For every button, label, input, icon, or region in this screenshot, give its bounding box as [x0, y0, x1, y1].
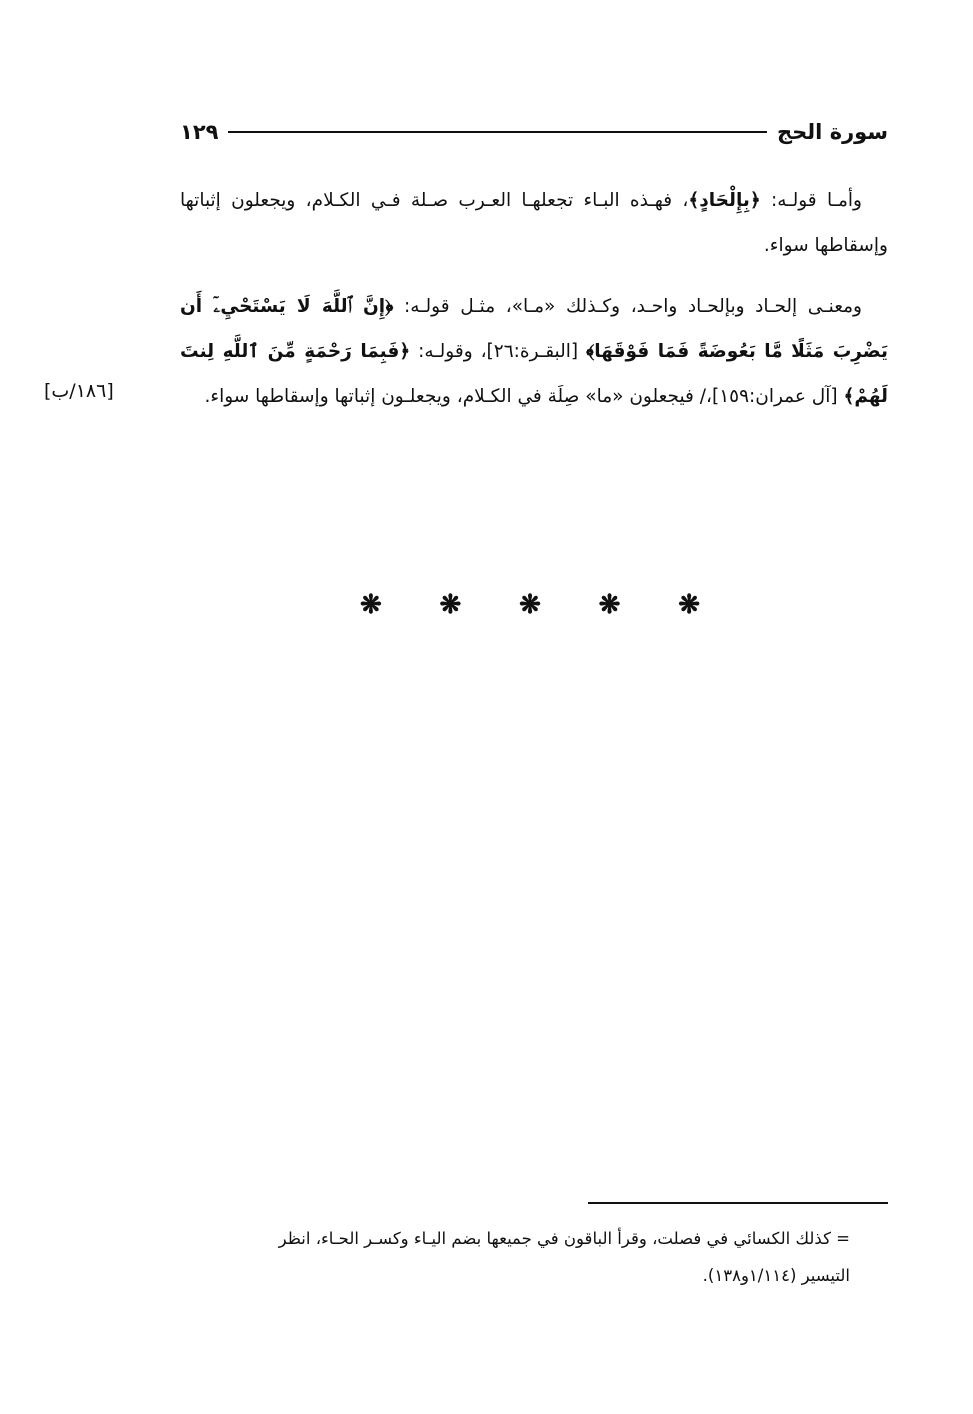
separator-star-icon: ❋	[598, 590, 621, 620]
header-rule	[228, 131, 767, 133]
p2-intro: ومعنـى إلحـاد وبإلحـاد واحـد، وكـذلك «مـا»، مثـل قولـه:	[393, 296, 862, 317]
page-header	[180, 112, 888, 152]
separator-star-icon: ❋	[439, 590, 462, 620]
footnote-line-2: التيسير (١/١١٤و١٣٨).	[702, 1266, 850, 1285]
manuscript-folio-reference: [١٨٦/ب]	[44, 380, 114, 402]
main-text	[180, 178, 888, 419]
surah-title: سورة الحج	[777, 120, 888, 144]
page-number: ١٢٩	[180, 120, 219, 144]
paragraph-1	[180, 178, 888, 268]
p1-rest: ، فهـذه البـاء تجعلهـا العـرب صـلة فـي الكـلام، ويجعلون إثباتها وإسقاطها سواء.	[180, 190, 888, 256]
quran-quote-al-imran: ﴿فَبِمَا رَحْمَةٍ مِّنَ ٱللَّهِ لِنتَ لَهُمْ﴾	[180, 341, 888, 407]
footnote-rule	[588, 1202, 888, 1204]
p1-intro: وأمـا قولـه:	[760, 190, 862, 211]
section-separator	[360, 585, 700, 625]
paragraph-2	[180, 284, 888, 419]
p2-ref-baqarah: [البقـرة:٢٦]، وقولـه:	[410, 341, 587, 362]
separator-star-icon: ❋	[360, 590, 382, 620]
separator-star-icon: ❋	[519, 590, 541, 620]
footnote	[170, 1220, 850, 1294]
footnote-line-1: = كذلك الكسائي في فصلت، وقرأ الباقون في جميعها بضم اليـاء وكسـر الحـاء، انظر	[278, 1229, 850, 1248]
quran-quote-baqarah: ﴿إِنَّ ٱللَّهَ لَا يَسْتَحْيِۦٓ أَن يَضْرِبَ مَثَلًا مَّا بَعُوضَةً فَمَا فَوْقَهَا﴾	[180, 296, 888, 362]
quran-quote-ilhad: ﴿بِإِلْحَادٍ﴾	[688, 190, 761, 211]
separator-star-icon: ❋	[678, 590, 700, 620]
p2-ref-al-imran: [آل عمران:١٥٩]،/ فيجعلون «ما» صِلَة في الكـلام، ويجعلـون إثباتها وإسقاطها سواء.	[204, 386, 844, 407]
